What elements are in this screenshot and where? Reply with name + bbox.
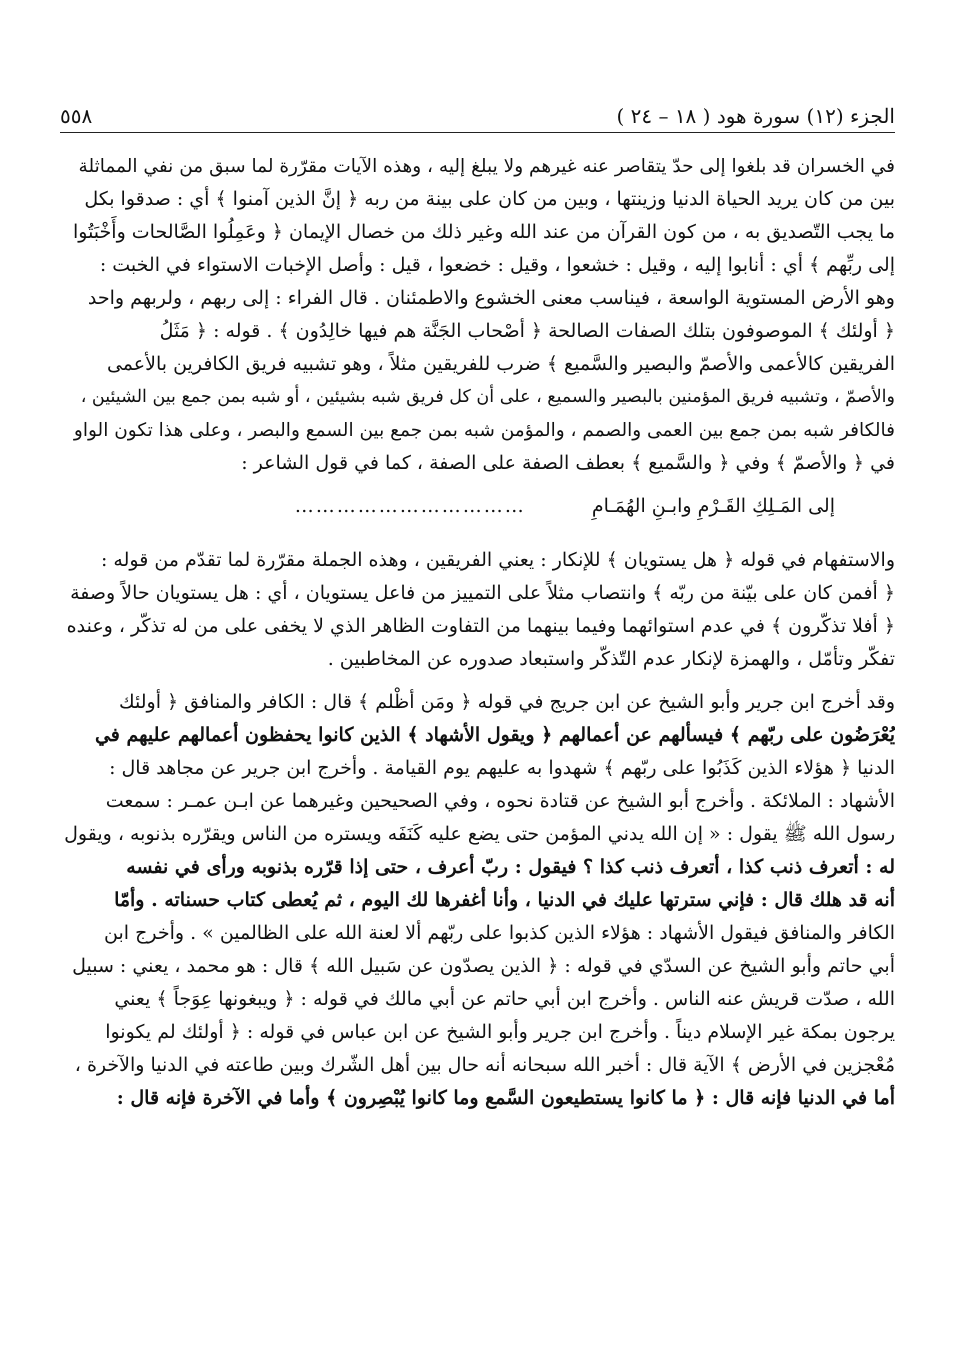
text-line: له : أتعرف ذنب كذا ، أتعرف ذنب كذا ؟ فيقول : ربّ أعرف ، حتى إذا قرّره بذنوبه ورأى في نفسه	[126, 856, 895, 878]
text-line: وقد أخرج ابن جرير وأبو الشيخ عن ابن جريج في قوله ﴿ ومَن أظْلم ﴾ قال : الكافر والمنافق ﴿ أولئك	[118, 691, 895, 713]
text-line: ﴿ أفمن كان على بيّنة من ربّه ﴾ وانتصاب مثلاً على التمييز من فاعل يستويان ، أي : هل يستويان حالاً وصفة	[70, 582, 895, 604]
paragraph-3	[60, 686, 895, 1115]
poetry-verse	[60, 486, 895, 526]
text-line: الله ، صدّت قريش عنه الناس . وأخرج ابن أبي حاتم عن أبي مالك في قوله : ﴿ ويبغونها عِوَجاً ﴾ يعني	[114, 988, 895, 1010]
text-line: الأشهاد : الملائكة . وأخرج أبو الشيخ عن قتادة نحوه ، وفي الصحيحين وغيرهما عن ابـن عمـر : سمعت	[105, 790, 895, 812]
running-title: الجزء (١٢) سورة هود ( ١٨ – ٢٤ )	[616, 104, 895, 128]
paragraph-2	[60, 544, 895, 676]
text-line: أبي حاتم وأبو الشيخ عن السدّي في قوله : ﴿ الذين يصدّون عن سَبيل الله ﴾ قال : هو محمد ، يعني : سبيل	[72, 955, 895, 977]
text-line: الكافر والمنافق فيقول الأشهاد : هؤلاء الذين كذبوا على ربّهم ألا لعنة الله على الظالمين » . وأخرج ابن	[104, 922, 895, 944]
text-line: يرجون بمكة غير الإسلام ديناً . وأخرج ابن جرير وأبو الشيخ عن ابن عباس في قوله : ﴿ أولئك لم يكونوا	[105, 1021, 895, 1043]
verse-ellipsis: ……………………………	[294, 495, 526, 517]
paragraph-gap	[60, 676, 895, 686]
text-line: تفكّر وتأمّل ، والهمزة لإنكار عدم التّذكّر واستبعاد صدوره عن المخاطبين .	[327, 648, 895, 670]
text-line: في الخسران قد بلغوا إلى حدّ يتقاصر عنه غيرهم ولا يبلغ إليه ، وهذه الآيات مقرّرة لما سبق من نفي المماثلة	[78, 156, 895, 177]
text-line: والاستفهام في قوله ﴿ هل يستويان ﴾ للإنكار : يعني الفريقين ، وهذه الجملة مقرّرة لما تقدّم من قوله :	[100, 549, 895, 571]
text-line: بين من كان يريد الحياة الدنيا وزينتها ، وبين من كان على بينة من ربه ﴿ إنَّ الذين آمنوا ﴾ أي : صدقوا بكل	[84, 188, 895, 210]
text-line: أما في الدنيا فإنه قال : ﴿ ما كانوا يستطيعون السَّمع وما كانوا يُبْصِرون ﴾ وأما في الآخرة فإنه قال :	[116, 1087, 895, 1109]
text-line: أنه قد هلك قال : فإني سترتها عليك في الدنيا ، وأنا أغفرها لك اليوم ، ثم يُعطى كتاب حسناته . وأمّا	[114, 889, 895, 911]
text-line: مُعْجزين في الأرض ﴾ الآية قال : أخبر الله سبحانه أنه حال بين أهل الشّرك وبين طاعته في الدنيا والآخرة ،	[74, 1054, 895, 1076]
text-line: والأصمّ ، وتشبيه فريق المؤمنين بالبصير والسميع ، على أن كل فريق شبه بشيئين ، أو شبه بمن جمع بين الشيئين ،	[80, 387, 895, 407]
body-text	[60, 150, 895, 1115]
text-line: ما يجب التّصديق به ، من كون القرآن من عند الله وغير ذلك من خصال الإيمان ﴿ وعَمِلُوا الصَّالحات وأَخْبَتُوا	[72, 221, 895, 243]
text-line: ﴿ أفلا تذكّرون ﴾ في عدم استوائهما وفيما بينهما من التفاوت الظاهر الذي لا يخفى على من له تذكّر ، وعنده	[66, 615, 895, 637]
header-rule	[60, 132, 895, 133]
paragraph-1	[60, 150, 895, 480]
text-line: وهو الأرض المستوية الواسعة ، فيناسب معنى الخشوع والاطمئنان . قال الفراء : إلى ربهم ، ولربهم واحد	[87, 287, 895, 309]
page-header	[60, 96, 895, 130]
text-line: في ﴿ والأصمّ ﴾ وفي ﴿ والسَّميع ﴾ بعطف الصفة على الصفة ، كما في قول الشاعر :	[241, 452, 895, 474]
verse-text: إلى المَـلِكِ القَـرْمِ وابـنِ الهُمَـامِ	[591, 495, 835, 517]
text-line: يُعْرَضُون على ربّهم ﴾ فيسألهم عن أعمالهم ﴿ ويقول الأشهاد ﴾ الذين كانوا يحفظون أعمالهم عليهم في	[94, 724, 895, 746]
text-line: فالكافر شبه بمن جمع بين العمى والصمم ، والمؤمن شبه بمن جمع بين السمع والبصر ، وعلى هذا تكون الواو	[73, 420, 895, 441]
text-line: رسول الله ﷺ يقول : « إن الله يدني المؤمن حتى يضع عليه كَنَفَه ويستره من الناس ويقرّره بذنوبه ، ويقول	[64, 823, 895, 845]
text-line: الفريقين كالأعمى والأصمّ والبصير والسَّميع ﴾ ضرب للفريقين مثلاً ، وهو تشبيه فريق الكافرين بالأعمى	[106, 353, 895, 375]
text-line: الدنيا ﴿ هؤلاء الذين كَذَبُوا على ربّهم ﴾ شهدوا به عليهم يوم القيامة . وأخرج ابن جرير عن مجاهد قال :	[109, 757, 895, 779]
page-number: ٥٥٨	[60, 104, 93, 128]
text-line: ﴿ أولئك ﴾ الموصوفون بتلك الصفات الصالحة ﴿ أصْحاب الجَنَّة هم فيها خالِدُون ﴾ . قوله : ﴿ مَثَلُ	[159, 320, 895, 342]
text-line: إلى ربِّهم ﴾ أي : أنابوا إليه ، وقيل : خشعوا ، وقيل : خضعوا ، قيل : وأصل الإخبات الاستواء في الخبت :	[99, 254, 895, 276]
